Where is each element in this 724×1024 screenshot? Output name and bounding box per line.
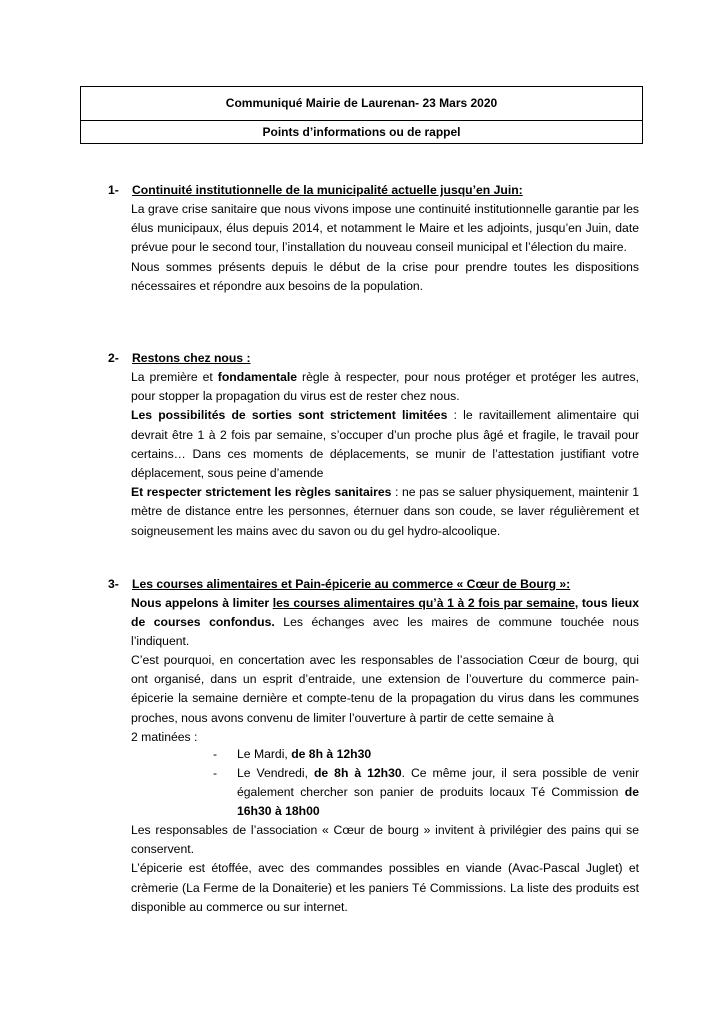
section-2-paragraph-1: La première et fondamentale règle à respecter, pour nous protéger et protéger les autres, pour stopper la propagation du virus est de rester chez nous. — [131, 370, 639, 404]
section-3-intro — [131, 594, 639, 652]
section-1-title: Continuité institutionnelle de la municipalité actuelle jusqu’en Juin: — [132, 183, 523, 197]
section-3-title: Les courses alimentaires et Pain-épicerie au commerce « Cœur de Bourg »: — [132, 577, 571, 591]
section-3-paragraph-2: C’est pourquoi, en concertation avec les responsables de l’association Cœur de bourg, qui ont organisé, dans un esprit d’entraide, une extension de l’ouverture du commerce pain-épicerie la semaine dernière et compte-tenu de la propagation du virus dans les communes proches, nous avons convenu de limiter l’ouverture à partir de cette semaine à — [131, 653, 639, 725]
section-3-paragraph-3: Les responsables de l’association « Cœur de bourg » invitent à privilégier des pains qui se conservent. — [131, 823, 639, 857]
section-3-paragraph-2-end: 2 matinées : — [131, 729, 198, 744]
section-2-paragraph-3: Et respecter strictement les règles sanitaires : ne pas se saluer physiquement, maintenir 1 mètre de distance entre les personnes, éternuer dans son coude, se laver régulièrement et soigneusement les mains avec du savon ou du gel hydro-alcoolique. — [131, 485, 639, 538]
section-2-body — [131, 368, 639, 541]
header-box — [80, 86, 643, 144]
section-3-paragraph-1: Nous appelons à limiter les courses alimentaires qu’à 1 à 2 fois par semaine, tous lieux de courses confondus. Les échanges avec les maires de commune touchée nous l’indiquent. — [131, 596, 639, 649]
section-3-number: 3- — [108, 577, 119, 591]
section-2-number: 2- — [108, 351, 119, 365]
section-1-paragraph-1: La grave crise sanitaire que nous vivons impose une continuité institutionnelle garantie par les élus municipaux, élus depuis 2014, et notamment le Maire et les adjoints, jusqu’en Juin, date prévue pour le second tour, l’installation du nouveau conseil municipal et l’élection du maire. — [131, 202, 639, 255]
section-3-footer — [131, 821, 639, 917]
section-1-number: 1- — [108, 183, 119, 197]
section-1-heading — [108, 183, 523, 197]
section-1-paragraph-2: Nous sommes présents depuis le début de la crise pour prendre toutes les dispositions nécessaires et répondre aux besoins de la population. — [131, 259, 639, 293]
section-3-body — [131, 651, 639, 747]
header-divider — [81, 120, 642, 121]
list-item: - Le Mardi, de 8h à 12h30 — [213, 747, 372, 761]
section-2-paragraph-2: Les possibilités de sorties sont strictement limitées : le ravitaillement alimentaire qui devrait être 1 à 2 fois par semaine, s’occuper d’un proche plus âgé et fragile, le travail pour certains… Dans ces moments de déplacements, se munir de l’attestation justifiant votre déplacement, sous peine d’amende — [131, 408, 639, 481]
section-1-body — [131, 200, 639, 296]
section-3-paragraph-4: L’épicerie est étoffée, avec des commandes possibles en viande (Avac-Pascal Juglet) et crèmerie (La Ferme de la Donaiterie) et les paniers Té Commissions. La liste des produits est disponible au commerce ou sur internet. — [131, 861, 639, 914]
section-2-heading — [108, 351, 251, 365]
document-subtitle: Points d’informations ou de rappel — [262, 125, 461, 139]
section-2-title: Restons chez nous : — [132, 351, 251, 365]
list-item: - Le Vendredi, de 8h à 12h30. Ce même jour, il sera possible de venir également chercher son panier de produits locaux Té Commission de 16h30 à 18h00 — [213, 766, 640, 819]
section-3-heading — [108, 577, 570, 591]
document-title: Communiqué Mairie de Laurenan- 23 Mars 2020 — [225, 96, 498, 110]
